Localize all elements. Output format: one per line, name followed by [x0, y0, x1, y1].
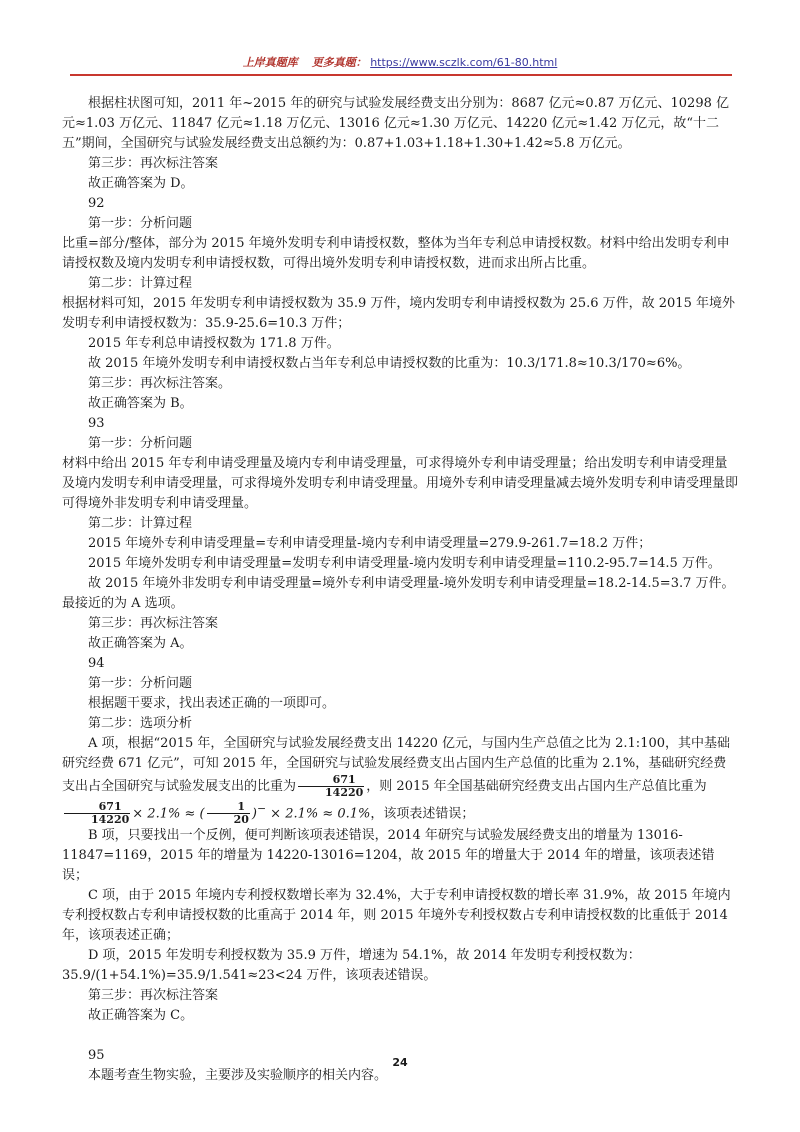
header-more-label: 更多真题：: [311, 56, 367, 69]
question-number: 95: [88, 1048, 105, 1064]
paragraph: 故 2015 年境外发明专利申请授权数占当年专利总申请授权数的比重为：10.3/171.8≈10.3/170≈6%。: [88, 356, 691, 371]
paragraph: 2015 年境外发明专利申请受理量=发明专利申请受理量-境内发明专利申请受理量=110.2-95.7=14.5 万件。: [88, 556, 721, 571]
fraction-671-14220: [64, 801, 130, 826]
question-number: 93: [88, 416, 105, 431]
page-header: [0, 56, 800, 70]
fraction-1-20: [207, 801, 250, 826]
paragraph: 比重=部分/整体，部分为 2015 年境外发明专利申请授权数，整体为当年专利总申请授权数。材料中给出发明专利申请授权数及境内发明专利申请授权数，可得出境外发明专利申请授权数，进而求出所占比重。: [62, 236, 730, 271]
paragraph: 2015 年境外专利申请受理量=专利申请受理量-境内专利申请受理量=279.9-261.7=18.2 万件；: [88, 536, 652, 551]
option-c-paragraph: C 项，由于 2015 年境内专利授权数增长率为 32.4%，大于专利申请授权数的增长率 31.9%，故 2015 年境内专利授权数占专利申请授权数的比重高于 2014 年，则 2015 年境外专利授权数占专利申请授权数的比重低于 2014 年，该项表述正确；: [62, 888, 731, 944]
answer-line: 故正确答案为 C。: [88, 1008, 194, 1024]
math-expression: × 2.1% ≈ 0.1%: [266, 806, 371, 822]
step-heading: 第三步：再次标注答案。: [88, 376, 232, 391]
answer-line: 故正确答案为 A。: [88, 636, 193, 651]
option-a-text: ，则 2015 年全国基础研究经费支出占国内生产总值比重为: [366, 779, 707, 794]
fraction-denominator: 14220: [325, 786, 364, 799]
step-heading: 第二步：计算过程: [88, 276, 193, 291]
question-number: 94: [88, 656, 105, 671]
fraction-denominator: 14220: [91, 813, 130, 827]
paragraph: 根据题干要求，找出表述正确的一项即可。: [88, 696, 336, 711]
document-body: [62, 94, 738, 1086]
paragraph: 根据柱状图可知，2011 年~2015 年的研究与试验发展经费支出分别为：8687 亿元≈0.87 万亿元、10298 亿元≈1.03 万亿元、11847 亿元≈1.18 万亿元、13016 亿元≈1.30 万亿元、14220 亿元≈1.42 万亿元，故“十二五”期间，全国研究与试验发展经费支出总额约为：0.87+1.03+1.18+1.30+1.42≈5.8 万亿元。: [62, 96, 729, 151]
fraction-numerator: 671: [64, 801, 130, 814]
option-a-text: ，该项表述错误；: [370, 806, 475, 822]
header-url-link[interactable]: https://www.sczlk.com/61-80.html: [370, 56, 558, 69]
paragraph: 2015 年专利总申请授权数为 171.8 万件。: [88, 336, 340, 351]
math-superscript: −: [256, 802, 267, 815]
answer-line: 故正确答案为 D。: [88, 176, 194, 191]
math-expression: ): [251, 806, 257, 822]
header-divider: [70, 74, 732, 76]
option-a-paragraph: [62, 734, 738, 826]
step-heading: 第一步：分析问题: [88, 676, 193, 691]
paragraph: 故 2015 年境外非发明专利申请受理量=境外专利申请受理量-境外发明专利申请受理量=18.2-14.5=3.7 万件。最接近的为 A 选项。: [62, 576, 735, 611]
paragraph: 根据材料可知，2015 年发明专利申请授权数为 35.9 万件，境内发明专利申请授权数为 25.6 万件，故 2015 年境外发明专利申请授权数为：35.9-25.6=10.3 万件；: [62, 296, 735, 331]
fraction-denominator: 20: [233, 813, 249, 827]
step-heading: 第三步：再次标注答案: [88, 988, 219, 1004]
paragraph: 本题考查生物实验，主要涉及实验顺序的相关内容。: [88, 1068, 388, 1084]
spacer: [62, 1026, 738, 1046]
fraction-numerator: 671: [298, 774, 364, 787]
step-heading: 第三步：再次标注答案: [88, 616, 219, 631]
option-d-paragraph: D 项，2015 年发明专利授权数为 35.9 万件，增速为 54.1%，故 2014 年发明专利授权数为：35.9/(1+54.1%)=35.9/1.541≈23<24 万件，该项表述错误。: [62, 948, 641, 984]
option-b-paragraph: B 项，只要找出一个反例，便可判断该项表述错误，2014 年研究与试验发展经费支出的增量为 13016-11847=1169，2015 年的增量为 14220-13016=1204，故 2015 年的增量大于 2014 年的增量，该项表述错误；: [62, 828, 715, 884]
option-a-text: A 项，根据“2015 年，全国研究与试验发展经费支出 14220 亿元，与国内生产总值之比为 2.1:100，其中基础研究经费 671 亿元”，可知 2015 年，全国研究与试验发展经费支出占国内生产总值的比重为 2.1%，基础研究经费支出占全国研究与试验发展支出的比重为: [62, 736, 731, 794]
answer-line: 故正确答案为 B。: [88, 396, 193, 411]
paragraph: 材料中给出 2015 年专利申请受理量及境内专利申请受理量，可求得境外专利申请受理量；给出发明专利申请受理量及境内发明专利申请受理量，可求得境外发明专利申请受理量。用境外专利申请受理量减去境外发明专利申请受理量即可得境外非发明专利申请受理量。: [62, 456, 739, 511]
fraction-numerator: 1: [207, 801, 250, 814]
step-heading: 第一步：分析问题: [88, 216, 193, 231]
step-heading: 第三步：再次标注答案: [88, 156, 219, 171]
step-heading: 第二步：计算过程: [88, 516, 193, 531]
question-number: 92: [88, 196, 105, 211]
math-expression: × 2.1% ≈ (: [132, 806, 205, 822]
page-number: 24: [392, 1056, 408, 1069]
header-brand: 上岸真题库: [242, 56, 298, 69]
fraction-671-14220: [298, 774, 364, 799]
step-heading: 第一步：分析问题: [88, 436, 193, 451]
step-heading: 第二步：选项分析: [88, 716, 193, 731]
